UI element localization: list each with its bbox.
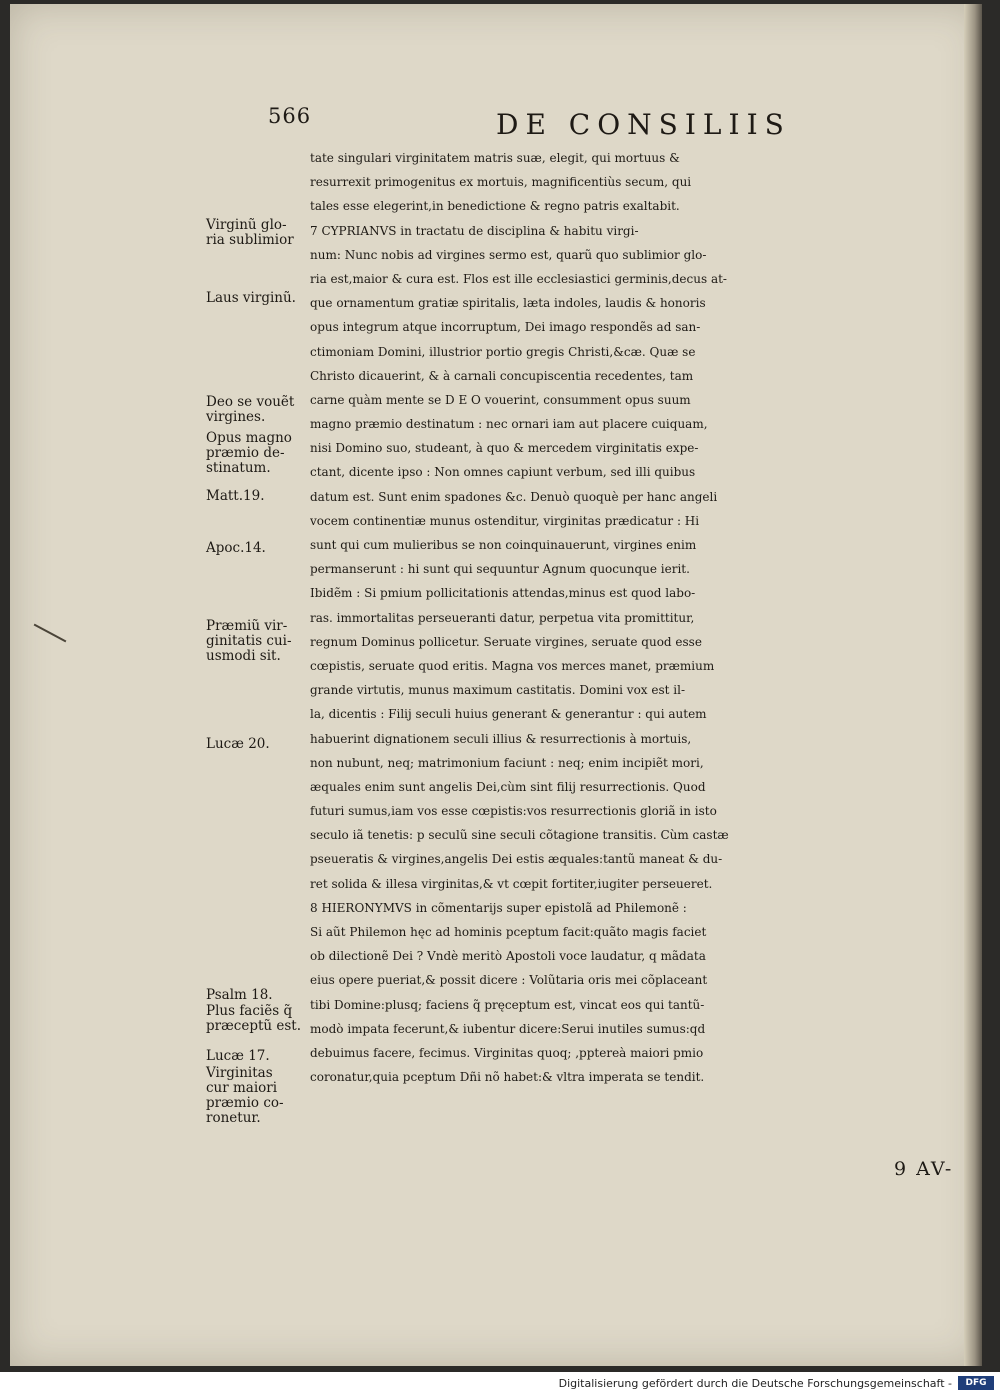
- text-line: ctant, dicente ipso : Non omnes capiunt verbum, sed illi quibus: [310, 465, 696, 480]
- text-line: la, dicentis : Filij seculi huius generant & generantur : qui autem: [310, 707, 707, 722]
- text-line: regnum Dominus pollicetur. Seruate virgines, seruate quod esse: [310, 634, 702, 649]
- running-head: DE CONSILIIS: [496, 108, 791, 141]
- text-line: cœpistis, seruate quod eritis. Magna vos merces manet, præmium: [310, 658, 715, 673]
- text-line: futuri sumus,iam vos esse cœpistis:vos resurrectionis gloriã in isto: [310, 804, 717, 819]
- text-line: Christo dicauerint, & à carnali concupiscentia recedentes, tam: [310, 368, 694, 383]
- digitization-footer: [0, 1372, 1000, 1396]
- text-line: tales esse elegerint,in benedictione & regno patris exaltabit.: [310, 199, 680, 214]
- margin-note: Lucæ 20.: [206, 736, 270, 752]
- text-line: tibi Domine:plusq; faciens q̃ pręceptum est, vincat eos qui tantũ-: [310, 997, 705, 1012]
- text-line: ob dilectionẽ Dei ? Vndè meritò Apostoli voce laudatur, q mãdata: [310, 949, 706, 964]
- text-line: pseueratis & virgines,angelis Dei estis æquales:tantũ maneat & du-: [310, 852, 723, 867]
- margin-note: Laus virginũ.: [206, 290, 296, 306]
- main-text-block: [310, 146, 990, 1089]
- text-line: vocem continentiæ munus ostenditur, virginitas prædicatur : Hi: [310, 513, 700, 528]
- text-line: ret solida & illesa virginitas,& vt cœpit fortiter,iugiter perseueret.: [310, 876, 713, 891]
- text-line: 7 CYPRIANVS in tractatu de disciplina & habitu virgi-: [310, 223, 639, 238]
- text-line: que ornamentum gratiæ spiritalis, læta indoles, laudis & honoris: [310, 296, 706, 311]
- text-line: Ibidẽm : Si pmium pollicitationis attendas,minus est quod labo-: [310, 586, 696, 601]
- margin-note: Deo se vouẽt virgines.: [206, 394, 295, 425]
- funding-credit: Digitalisierung gefördert durch die Deutsche Forschungsgemeinschaft -: [558, 1377, 952, 1390]
- margin-note: Virginitas cur maiori præmio co- ronetur.: [206, 1065, 284, 1126]
- text-line: grande virtutis, munus maximum castitatis. Domini vox est il-: [310, 683, 685, 698]
- text-line: opus integrum atque incorruptum, Dei imago respondẽs ad san-: [310, 320, 701, 335]
- text-line: debuimus facere, fecimus. Virginitas quoq; ,pptereà maiori pmio: [310, 1045, 704, 1060]
- text-line: carne quàm mente se D E O vouerint, consumment opus suum: [310, 392, 691, 407]
- catchword: 9 AV-: [894, 1158, 954, 1180]
- text-line: sunt qui cum mulieribus se non coinquinauerunt, virgines enim: [310, 538, 697, 552]
- text-line: nisi Domino suo, studeant, à quo & mercedem virginitatis expe-: [310, 441, 699, 456]
- text-line: eius opere pueriat,& possit dicere : Volũtaria oris mei cõplaceant: [310, 973, 708, 988]
- text-line: ras. immortalitas perseueranti datur, perpetua vita promittitur,: [310, 610, 695, 625]
- text-line: habuerint dignationem seculi illius & resurrectionis à mortuis,: [310, 731, 692, 746]
- page-number: 566: [268, 104, 312, 128]
- margin-note: Psalm 18.: [206, 987, 273, 1003]
- text-line: æquales enim sunt angelis Dei,cùm sint filij resurrectionis. Quod: [310, 779, 706, 794]
- page-text: [10, 4, 982, 1366]
- margin-note: Opus magno præmio de- stinatum.: [206, 430, 292, 476]
- text-line: ctimoniam Domini, illustrior portio gregis Christi,&cæ. Quæ se: [310, 344, 696, 359]
- text-line: ria est,maior & cura est. Flos est ille ecclesiastici germinis,decus at-: [310, 271, 727, 286]
- text-line: coronatur,quia pceptum Dñi nõ habet:& vltra imperata se tendit.: [310, 1070, 705, 1085]
- text-line: permanserunt : hi sunt qui sequuntur Agnum quocunque ierit.: [310, 562, 690, 577]
- text-line: resurrexit primogenitus ex mortuis, magnificentiùs secum, qui: [310, 175, 692, 190]
- margin-note: Præmiũ vir- ginitatis cui- usmodi sit.: [206, 618, 292, 664]
- margin-note: Apoc.14.: [206, 540, 266, 556]
- text-line: num: Nunc nobis ad virgines sermo est, quarũ quo sublimior glo-: [310, 247, 707, 262]
- text-line: non nubunt, neq; matrimonium faciunt : neq; enim incipiẽt mori,: [310, 755, 704, 770]
- margin-note: Matt.19.: [206, 488, 265, 504]
- text-line: seculo iã tenetis: p seculũ sine seculi cõtagione transitis. Cùm castæ: [310, 828, 729, 843]
- margin-note: Virginũ glo- ria sublimior: [206, 217, 294, 248]
- text-line: tate singulari virginitatem matris suæ, elegit, qui mortuus &: [310, 151, 680, 165]
- dfg-logo: DFG: [958, 1376, 994, 1390]
- text-line: Si aũt Philemon hęc ad hominis pceptum facit:quãto magis faciet: [310, 925, 707, 939]
- text-line: datum est. Sunt enim spadones &c. Denuò quoquè per hanc angeli: [310, 489, 718, 504]
- margin-note: Plus faciẽs q̃ præceptũ est.: [206, 1003, 302, 1034]
- book-page: [10, 4, 982, 1366]
- margin-note: Lucæ 17.: [206, 1048, 270, 1064]
- text-line: magno præmio destinatum : nec ornari iam aut placere cuiquam,: [310, 417, 708, 432]
- text-line: 8 HIERONYMVS in cõmentarijs super epistolã ad Philemonẽ :: [310, 900, 687, 915]
- text-line: modò impata fecerunt,& iubentur dicere:Serui inutiles sumus:qd: [310, 1021, 706, 1036]
